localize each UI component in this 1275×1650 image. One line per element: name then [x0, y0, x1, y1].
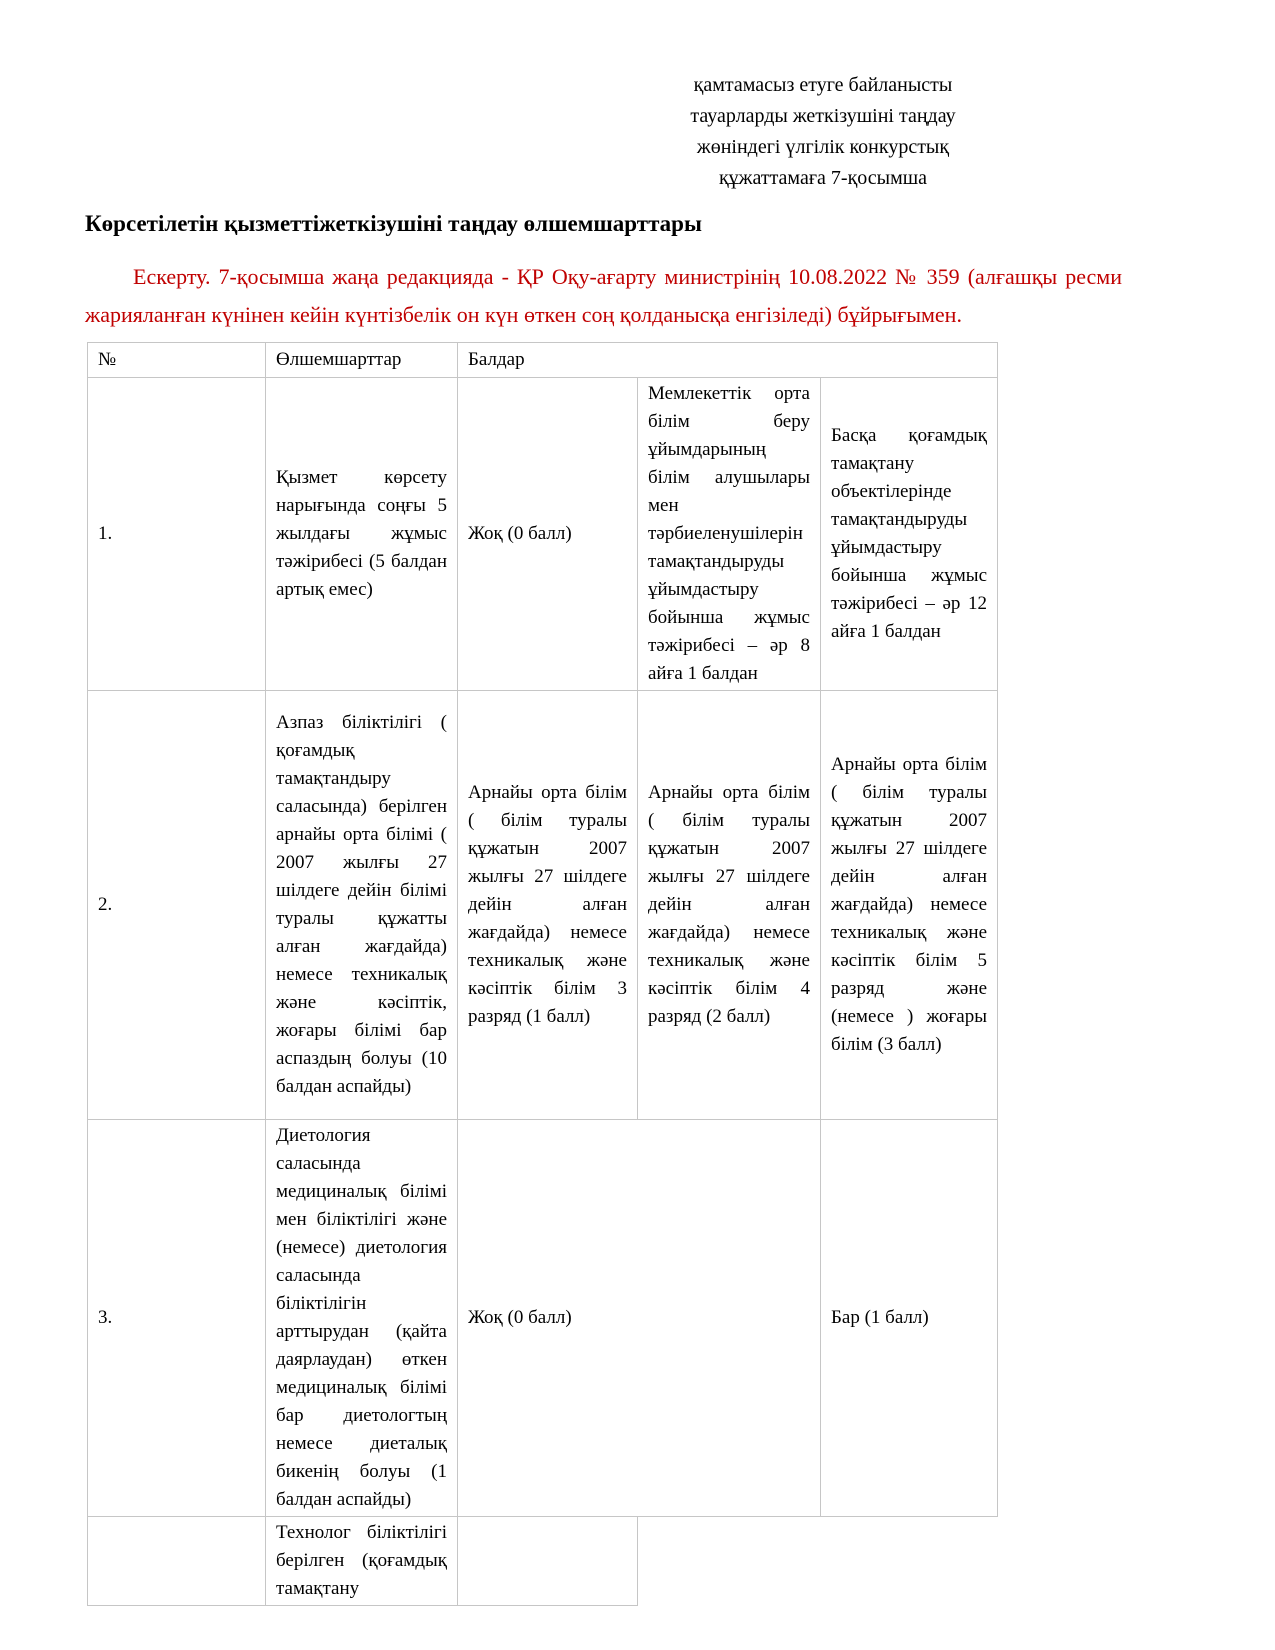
table-row-cutoff	[88, 1517, 998, 1606]
row-number-cell: 3.	[88, 1120, 266, 1517]
amendment-note: Ескерту. 7-қосымша жаңа редакцияда - ҚР Оқу-ағарту министрінің 10.08.2022 № 359 (алғашқы ресми жарияланған күнінен кейін күнтізбелік он күн өткен соң қолданысқа енгізіледі) бұйрығымен.	[85, 264, 1122, 327]
table-header-row	[88, 343, 998, 378]
corner-note-line: тауарларды жеткізушіні таңдау	[690, 105, 956, 127]
header-number: №	[88, 343, 266, 378]
criteria-cell: Технолог біліктілігі берілген (қоғамдық тамақтану	[266, 1517, 458, 1606]
score-cell	[638, 1517, 821, 1606]
criteria-cell: Азпаз біліктілігі ( қоғамдық тамақтандыру саласында) берілген арнайы орта білімі ( 2007 жылғы 27 шілдеге дейін білімі туралы құжатты алған жағдайда) немесе техникалық және кәсіптік, жоғары білімі бар аспаздың болуы (10 балдан аспайды)	[266, 691, 458, 1120]
table-row	[88, 378, 998, 691]
row-number-cell	[88, 1517, 266, 1606]
criteria-table	[87, 342, 998, 1606]
page-title: Көрсетілетін қызметтіжеткізушіні таңдау өлшемшарттары	[85, 211, 702, 236]
table-row	[88, 1120, 998, 1517]
header-points: Балдар	[458, 343, 998, 378]
corner-note-line: құжаттамаға 7-қосымша	[718, 167, 928, 189]
corner-note-line: жөніндегі үлгілік конкурстық	[696, 136, 950, 158]
row-number-cell: 1.	[88, 378, 266, 691]
score-cell: Арнайы орта білім ( білім туралы құжатын 2007 жылғы 27 шілдеге дейін алған жағдайда) немесе техникалық және кәсіптік білім 5 разряд және (немесе ) жоғары білім (3 балл)	[821, 691, 998, 1120]
score-cell: Жоқ (0 балл)	[458, 1120, 821, 1517]
header-criteria: Өлшемшарттар	[266, 343, 458, 378]
row-number-cell: 2.	[88, 691, 266, 1120]
score-cell	[821, 1517, 998, 1606]
score-cell: Мемлекеттік орта білім беру ұйымдарының білім алушылары мен тәрбиеленушілерін тамақтандыруды ұйымдастыру бойынша жұмыс тәжірибесі – әр 8 айға 1 балдан	[638, 378, 821, 691]
score-cell: Арнайы орта білім ( білім туралы құжатын 2007 жылғы 27 шілдеге дейін алған жағдайда) немесе техникалық және кәсіптік білім 3 разряд (1 балл)	[458, 691, 638, 1120]
corner-note-line: қамтамасыз етуге байланысты	[693, 74, 953, 96]
corner-annex-note	[663, 70, 983, 194]
criteria-cell: Қызмет көрсету нарығында соңғы 5 жылдағы жұмыс тәжірибесі (5 балдан артық емес)	[266, 378, 458, 691]
score-cell: Жоқ (0 балл)	[458, 378, 638, 691]
score-cell: Бар (1 балл)	[821, 1120, 998, 1517]
score-cell: Арнайы орта білім ( білім туралы құжатын 2007 жылғы 27 шілдеге дейін алған жағдайда) немесе техникалық және кәсіптік білім 4 разряд (2 балл)	[638, 691, 821, 1120]
table-row	[88, 691, 998, 1120]
criteria-cell: Диетология саласында медициналық білімі мен біліктілігі және (немесе) диетология саласында біліктілігін арттырудан (қайта даярлаудан) өткен медициналық білімі бар диетологтың немесе диеталық бикенің болуы (1 балдан аспайды)	[266, 1120, 458, 1517]
score-cell	[458, 1517, 638, 1606]
score-cell: Басқа қоғамдық тамақтану объектілерінде тамақтандыруды ұйымдастыру бойынша жұмыс тәжірибесі – әр 12 айға 1 балдан	[821, 378, 998, 691]
